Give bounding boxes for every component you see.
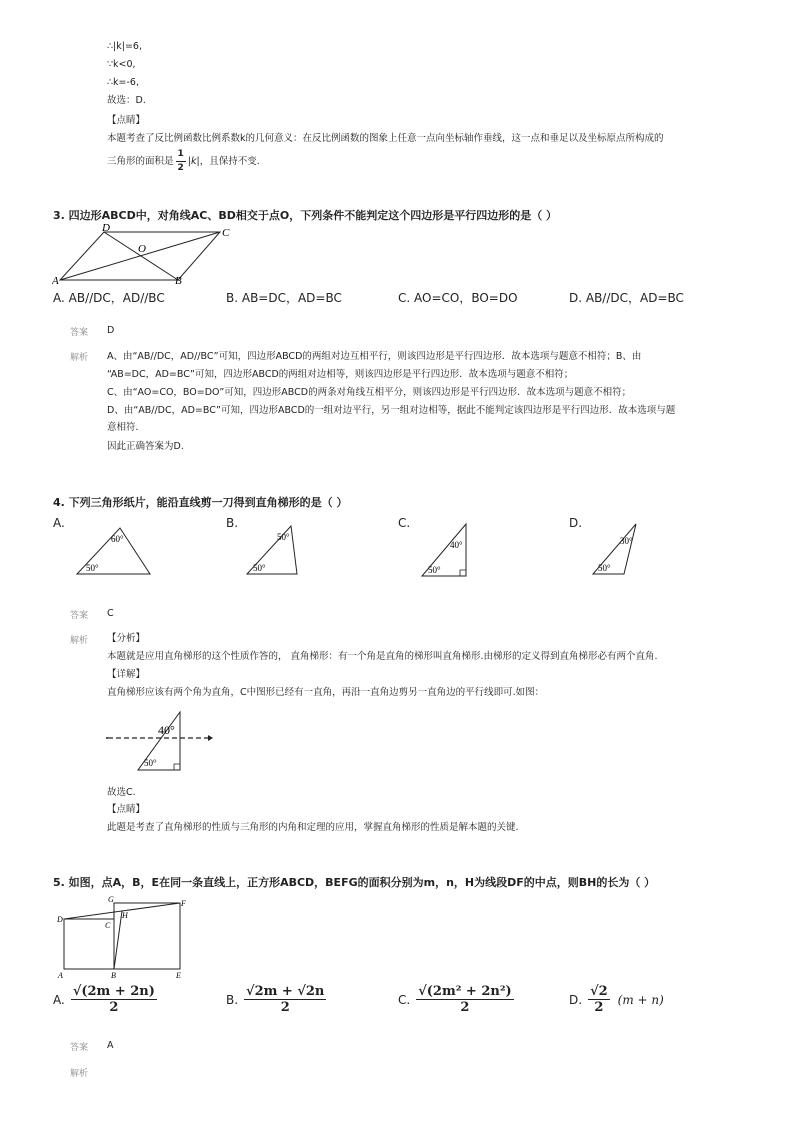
q3-label-c: C [222,227,230,239]
q4-triangle-d [590,518,642,578]
q4-c-top-angle: 40° [450,540,463,550]
q5-label-f: F [181,899,186,908]
q4-d-bottom-angle: 50° [598,563,611,573]
q5-label-b: B [111,971,116,980]
q4-option-c-letter: C. [398,516,411,530]
q4-option-d-letter: D. [569,516,583,530]
q5-option-d-num: √2 [590,984,608,999]
q5-option-a-fraction [71,984,157,1015]
q5-option-c-letter: C. [398,992,411,1007]
q5-option-c-num: √(2m² + 2n²) [418,984,512,999]
q3-analysis-4: D、由“AB//DC，AD=BC”可知，四边形ABCD的一组对边平行，另一组对边相等，据此不能判定该四边形是平行四边形．故本选项与题 [107,405,676,416]
q4-analysis-tag: 【分析】 [107,633,146,644]
prev-fraction [176,148,186,175]
q5-option-d-den: 2 [594,1000,604,1015]
q4-detail-tag: 【详解】 [107,669,146,680]
q4-question: 4. 下列三角形纸片，能沿直线剪一刀得到直角梯形的是（ ） [53,496,348,509]
q4-c-bottom-angle: 50° [428,565,441,575]
q5-option-b [226,984,326,1015]
q4-a-top-angle: 60° [111,534,124,544]
prev-frac-num: 1 [176,148,186,162]
q4-cut-bottom-angle: 50° [144,758,157,768]
q5-option-a [53,984,157,1015]
q3-label-d: D [102,222,110,234]
q4-answer-label: 答案 [70,611,89,621]
prev-comment-line2 [107,148,260,175]
q3-analysis-3: C、由“AO=CO，BO=DO”可知，四边形ABCD的两条对角线互相平分，则该四边形是平行四边形．故本选项与题意不相符； [107,387,632,398]
q3-analysis-6: 因此正确答案为D. [107,441,184,452]
q5-label-d: D [57,915,63,924]
q5-option-b-den: 2 [280,1000,290,1015]
q4-cut-top-angle: 40° [158,723,175,737]
q4-answer: C [107,608,114,619]
q3-answer-label: 答案 [70,328,89,338]
q4-triangle-c [420,520,472,580]
q3-analysis-label: 解析 [70,353,89,363]
q4-a-bottom-angle: 50° [86,563,99,573]
q5-option-b-num: √2m + √2n [246,984,325,999]
q3-parallelogram-figure [52,222,234,286]
prev-comment-tag: 【点睛】 [107,115,146,126]
q4-comment-text: 此题是考查了直角梯形的性质与三角形的内角和定理的应用，掌握直角梯形的性质是解本题的关键. [107,822,519,833]
prev-line-2: ∵k<0, [107,59,136,70]
q4-detail-text: 直角梯形应该有两个角为直角，C中图形已经有一直角，再沿一直角边剪另一直角边的平行线即可.如图： [107,687,545,698]
q4-option-a-letter: A. [53,516,65,530]
q4-b-bottom-angle: 50° [253,563,266,573]
q5-answer-label: 答案 [70,1043,89,1053]
q4-analysis-label: 解析 [70,636,89,646]
prev-frac-den: 2 [177,163,184,173]
q3-label-a: A [52,275,59,286]
q4-triangle-b [245,520,301,578]
q4-cut-figure [104,708,214,774]
q5-option-c-den: 2 [460,1000,470,1015]
q3-label-b: B [175,275,182,286]
prev-line-1: ∴|k|=6, [107,41,142,52]
q5-label-g: G [108,895,114,904]
q3-label-o: O [138,243,146,255]
q4-choose: 故选C. [107,787,136,798]
prev-line-3: ∴k=-6, [107,77,139,88]
q3-option-b: B. AB=DC，AD=BC [226,291,342,305]
q5-option-a-num: √(2m + 2n) [72,984,155,999]
q5-option-b-fraction [244,984,326,1015]
q3-analysis-2: “AB=DC，AD=BC”可知，四边形ABCD的两组对边相等，则该四边形是平行四边形．故本选项与题意不相符； [107,369,574,380]
q5-option-a-letter: A. [53,992,65,1007]
q5-option-a-den: 2 [109,1000,119,1015]
q5-option-c-fraction [416,984,513,1015]
prev-comment-pre: 三角形的面积是 [107,156,174,167]
q5-label-a: A [58,971,63,980]
q3-analysis-1: A、由“AB//DC，AD//BC”可知，四边形ABCD的两组对边互相平行，则该四边形是平行四边形．故本选项与题意不相符；B、由 [107,351,642,362]
q5-option-d-fraction [588,984,610,1015]
q3-option-c: C. AO=CO，BO=DO [398,291,518,305]
q3-option-a: A. AB//DC，AD//BC [53,291,165,305]
q5-label-c: C [105,921,111,930]
q3-option-d: D. AB//DC，AD=BC [569,291,684,305]
q5-option-d-letter: D. [569,992,583,1007]
q4-triangle-a [72,520,156,578]
q5-option-d [569,984,664,1015]
q5-option-d-tail: (m + n) [617,992,664,1007]
q5-question: 5. 如图，点A，B，E在同一条直线上，正方形ABCD，BEFG的面积分别为m，n，H为线段DF的中点，则BH的长为（ ） [53,876,656,889]
q4-option-b-letter: B. [226,516,239,530]
q5-option-b-letter: B. [226,992,239,1007]
q3-analysis-5: 意相符． [107,422,146,433]
prev-comment-post: ，且保持不变. [199,156,260,167]
prev-line-4: 故选：D. [107,95,146,106]
q3-question: 3. 四边形ABCD中，对角线AC、BD相交于点O，下列条件不能判定这个四边形是平行四边形的是（ ） [53,209,558,222]
prev-comment-k: |k| [187,156,200,167]
q5-label-e: E [176,971,181,980]
q5-answer: A [107,1040,114,1051]
prev-comment-line1: 本题考查了反比例函数比例系数k的几何意义：在反比例函数的图象上任意一点向坐标轴作垂线，这一点和垂足以及坐标原点所构成的 [107,133,664,144]
q5-label-h: H [122,911,128,920]
q5-option-c [398,984,514,1015]
q4-d-top-angle: 30° [620,536,633,546]
q4-b-top-angle: 50° [277,532,290,542]
q4-comment-tag: 【点睛】 [107,804,146,815]
q5-analysis-label: 解析 [70,1069,89,1079]
q3-answer: D [107,325,115,336]
q5-squares-figure [55,894,195,980]
q4-analysis-text: 本题就是应用直角梯形的这个性质作答的， 直角梯形：有一个角是直角的梯形叫直角梯形.由梯形的定义得到直角梯形必有两个直角. [107,651,658,662]
